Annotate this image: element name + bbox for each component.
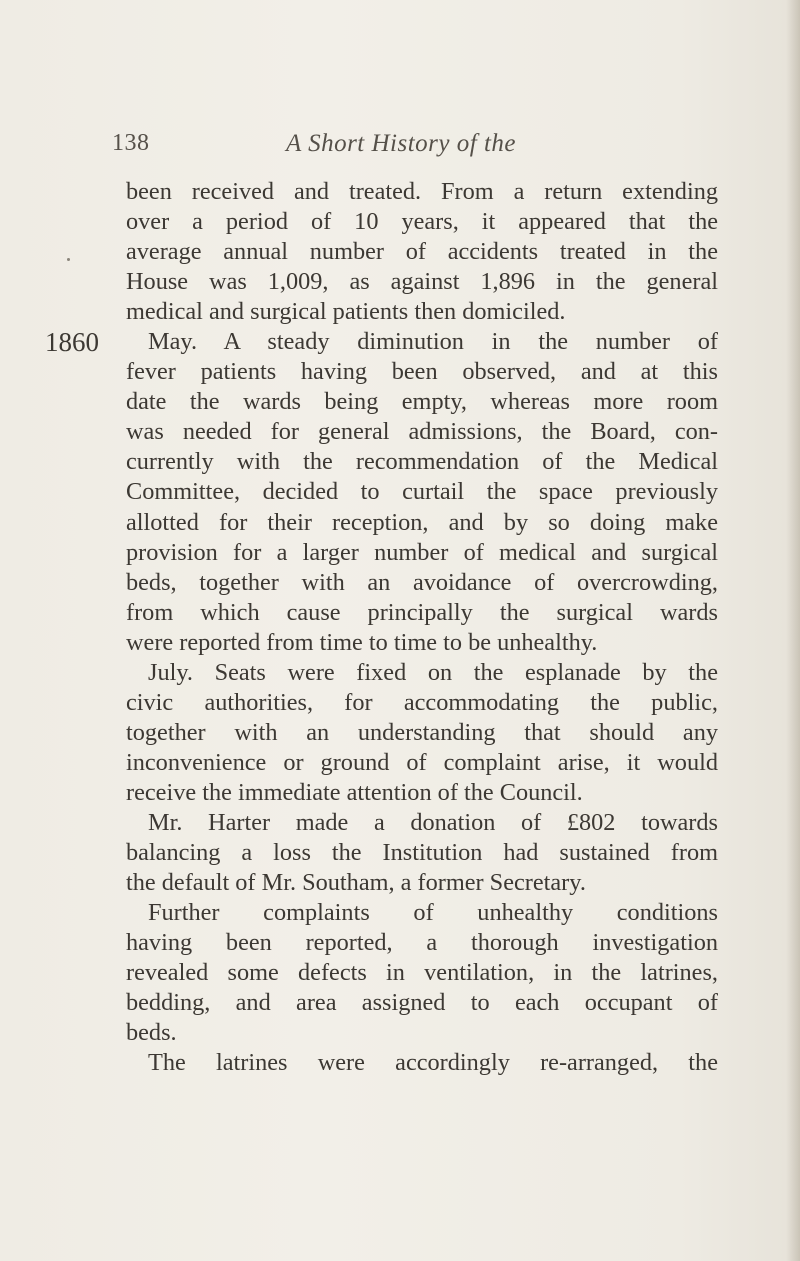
page-edge-shadow xyxy=(786,0,800,1261)
text-line: The latrines were accordingly re-arranged, the xyxy=(148,1049,718,1077)
body-text xyxy=(126,177,718,1078)
text-line: July. Seats were fixed on the esplanade by the xyxy=(148,658,718,686)
text-line: medical and surgical patients then domiciled. xyxy=(126,298,566,326)
margin-speck xyxy=(67,258,70,261)
text-line: been received and treated. From a return extending xyxy=(126,178,718,205)
text-line: having been reported, a thorough investigation xyxy=(126,929,718,957)
text-line: the default of Mr. Southam, a former Secretary. xyxy=(126,869,586,897)
margin-year: 1860 xyxy=(45,327,99,357)
text-line: inconvenience or ground of complaint arise, it would xyxy=(126,748,718,776)
text-line: Committee, decided to curtail the space previously xyxy=(126,478,718,506)
text-line: over a period of 10 years, it appeared that the xyxy=(126,208,718,236)
running-title: A Short History of the xyxy=(286,130,516,157)
text-line: civic authorities, for accommodating the public, xyxy=(126,688,718,716)
text-line: currently with the recommendation of the Medical xyxy=(126,448,718,476)
text-line: beds, together with an avoidance of overcrowding, xyxy=(126,568,718,596)
text-line: May. A steady diminution in the number of xyxy=(148,328,718,356)
text-line: balancing a loss the Institution had sustained from xyxy=(126,839,718,867)
text-line: receive the immediate attention of the Council. xyxy=(126,778,583,806)
text-line: average annual number of accidents treated in the xyxy=(126,238,718,266)
text-line: Mr. Harter made a donation of £802 towards xyxy=(148,808,718,836)
text-line: House was 1,009, as against 1,896 in the general xyxy=(126,268,718,296)
text-line: from which cause principally the surgical wards xyxy=(126,598,718,626)
text-line: Further complaints of unhealthy conditions xyxy=(148,899,718,927)
text-line: allotted for their reception, and by so doing make xyxy=(126,508,718,536)
text-line: was needed for general admissions, the Board, con- xyxy=(126,418,718,446)
text-line: together with an understanding that should any xyxy=(126,718,718,746)
text-line: were reported from time to time to be unhealthy. xyxy=(126,628,598,656)
text-line: date the wards being empty, whereas more room xyxy=(126,388,718,416)
page-number: 138 xyxy=(112,130,150,156)
running-head xyxy=(0,130,800,170)
text-line: revealed some defects in ventilation, in the latrines, xyxy=(126,959,718,987)
text-line: fever patients having been observed, and at this xyxy=(126,358,718,386)
text-line: bedding, and area assigned to each occupant of xyxy=(126,989,718,1017)
text-line: beds. xyxy=(126,1019,177,1047)
text-line: provision for a larger number of medical and surgical xyxy=(126,538,718,566)
